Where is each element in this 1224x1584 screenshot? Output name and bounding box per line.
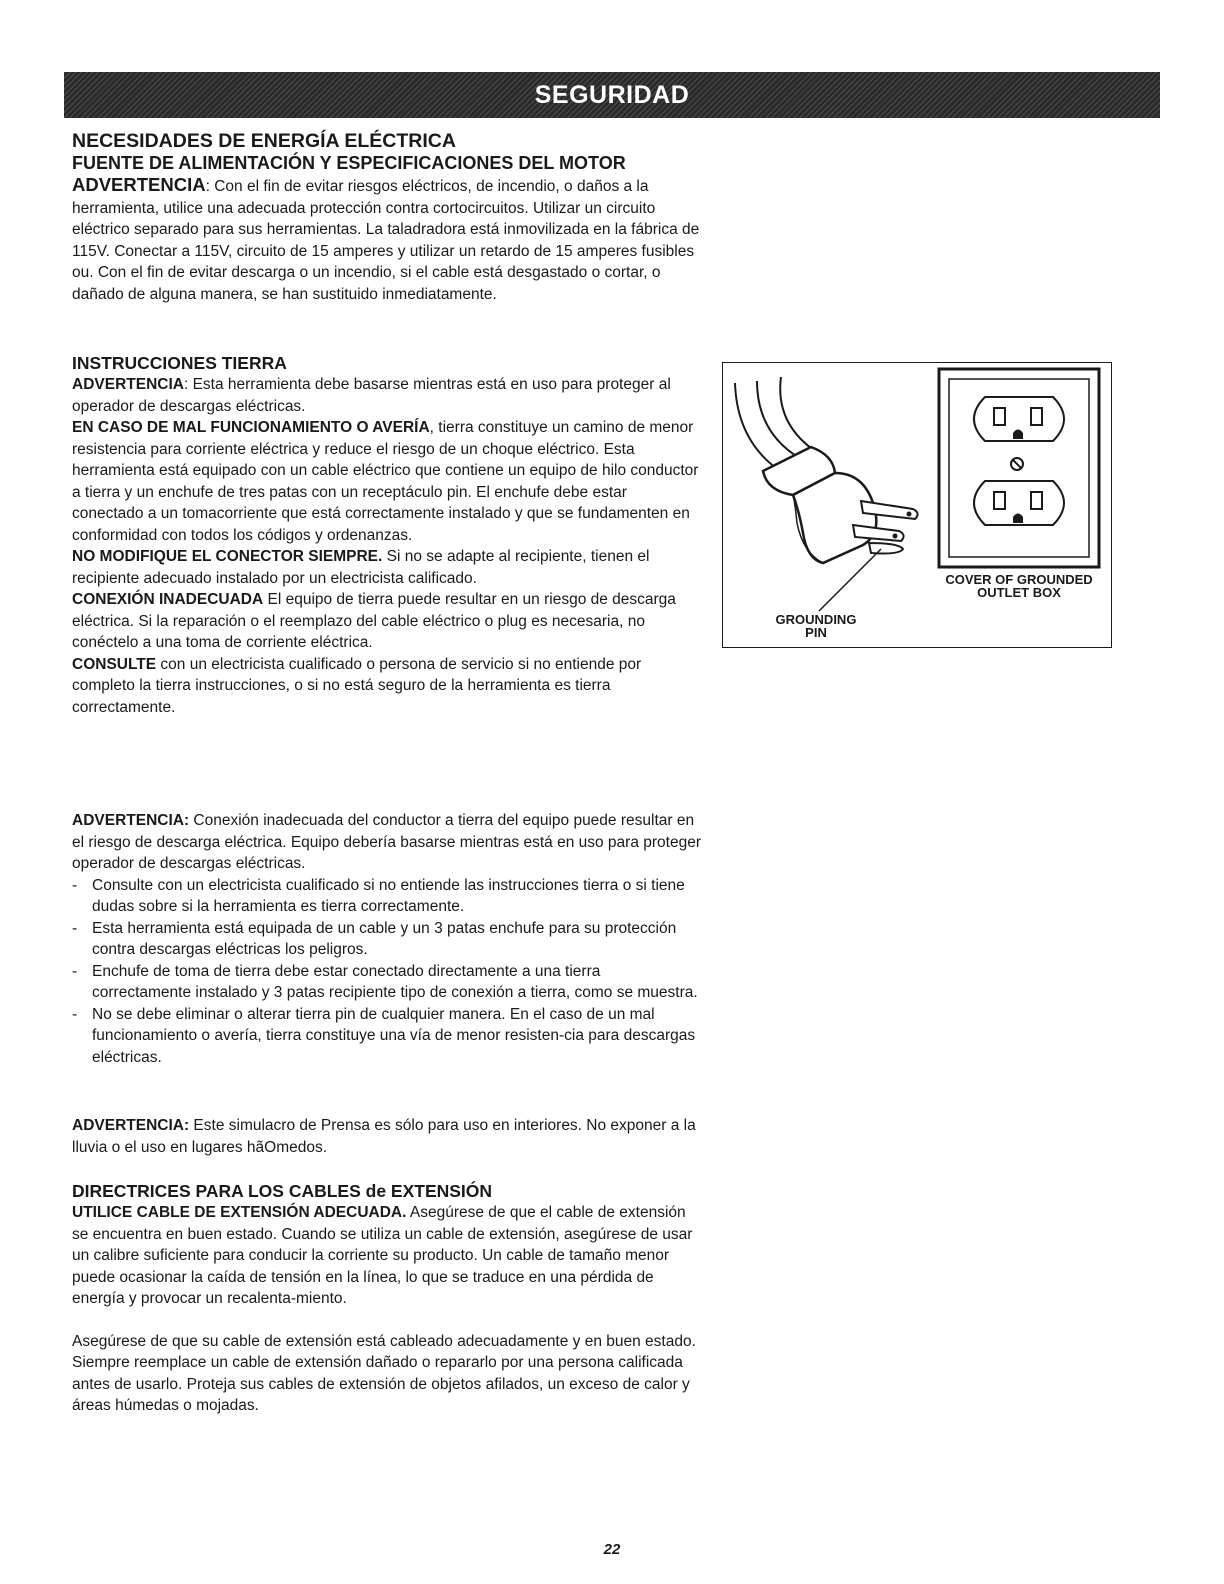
warning-text: Conexión inadecuada del conductor a tierra del equipo puede resultar en el riesgo de descarga eléctrica. Equipo debería basarse mientras está en uso para proteger operador de descargas eléctricas. bbox=[72, 812, 701, 872]
grounding-title: INSTRUCCIONES TIERRA bbox=[72, 353, 287, 373]
extension-cord-label: UTILICE CABLE DE EXTENSIÓN ADECUADA. bbox=[72, 1204, 407, 1221]
do-not-modify-label: NO MODIFIQUE EL CONECTOR SIEMPRE. bbox=[72, 548, 383, 565]
indoor-use-paragraph bbox=[72, 1115, 702, 1158]
warning-label: ADVERTENCIA bbox=[72, 174, 206, 195]
consult-text: con un electricista cualificado o persona de servicio si no entiende por completo la tierra instrucciones, o si no está seguro de la herramienta es tierra correctamente. bbox=[72, 655, 642, 716]
extension-cord-text: Asegúrese de que el cable de extensión se encuentra en buen estado. Cuando se utiliza un cable de extensión, asegúrese de usar un calibre suficiente para conducir la corriente su producto. Un cable de tamaño menor puede ocasionar la caída de tensión en la línea, lo que se traduce en una pérdida de energía y provocar un recalenta-miento. bbox=[72, 1204, 693, 1307]
malfunction-text: , tierra constituye un camino de menor resistencia para corriente eléctrica y reduce el riesgo de un choque eléctrico. Esta herramienta está equipado con un cable eléctrico que contiene un equipo de hilo conductor a tierra y un enchufe de tres patas con un receptáculo pin. El enchufe debe estar conectado a un tomacorriente que está correctamente instalado y que se fundamenten en conformidad con todos los códigos y ordenanzas. bbox=[72, 419, 699, 544]
improper-connection-paragraph bbox=[72, 589, 702, 654]
list-item: - Consulte con un electricista cualificado si no entiende las instrucciones tierra o si tiene dudas sobre si la herramienta es tierra correctamente. bbox=[72, 875, 702, 918]
outlet-box-label bbox=[931, 573, 1107, 599]
malfunction-paragraph bbox=[72, 417, 702, 546]
outlet-cover bbox=[939, 369, 1099, 567]
grounding-instructions-section bbox=[72, 352, 702, 718]
improper-grounding-warning-section bbox=[72, 810, 702, 1068]
section-banner bbox=[64, 72, 1160, 118]
grounding-pin-label bbox=[757, 613, 875, 639]
improper-connection-text: El equipo de tierra puede resultar en un riesgo de descarga eléctrica. Si la reparación o el reemplazo del cable eléctrico o plug es necesaria, no conéctelo a una toma de corriente eléctrica. bbox=[72, 591, 676, 651]
improper-connection-label: CONEXIÓN INADECUADA bbox=[72, 591, 264, 608]
extension-cord-paragraph-1 bbox=[72, 1202, 702, 1310]
outlet-box-label-line2: OUTLET BOX bbox=[977, 585, 1061, 600]
grounding-pin-label-line2: PIN bbox=[805, 625, 827, 640]
banner-title: SEGURIDAD bbox=[534, 80, 690, 109]
do-not-modify-paragraph bbox=[72, 546, 702, 589]
list-item: - Esta herramienta está equipada de un cable y un 3 patas enchufe para su protección contra descargas eléctricas los peligros. bbox=[72, 918, 702, 961]
consult-label: CONSULTE bbox=[72, 655, 157, 673]
list-item: - No se debe eliminar o alterar tierra pin de cualquier manera. En el caso de un mal funcionamiento o avería, tierra constituye una vía de menor resisten-cia para descargas eléctricas. bbox=[72, 1004, 702, 1069]
warning-text: Este simulacro de Prensa es sólo para uso en interiores. No exponer a la lluvia o el uso en lugares hãOmedos. bbox=[72, 1117, 696, 1156]
warning-text: : Con el fin de evitar riesgos eléctricos, de incendio, o daños a la herramienta, utilice una adecuada protección contra cortocircuitos. Utilizar un circuito eléctrico separado para sus herramientas. La taladradora está inmovilizada en la fábrica de 115V. Conectar a 115V, circuito de 15 amperes y utilizar un retardo de 15 amperes fusibles ou. Con el fin de evitar descarga o un incendio, si el cable está desgastado o cortar, o dañado de alguna manera, se han sustituido inmediatamente. bbox=[72, 178, 700, 303]
grounding-pin-label-line1: GROUNDING bbox=[775, 612, 857, 627]
indoor-use-warning-section bbox=[72, 1115, 702, 1158]
plug-and-outlet-drawing bbox=[723, 363, 1111, 647]
warning-label: ADVERTENCIA bbox=[72, 376, 184, 393]
power-warning-paragraph bbox=[72, 174, 702, 305]
list-item: - Enchufe de toma de tierra debe estar conectado directamente a una tierra correctamente instalado y 3 patas recipiente tipo de conexión a tierra, como se muestra. bbox=[72, 961, 702, 1004]
consult-paragraph bbox=[72, 654, 702, 719]
warning-text: : Esta herramienta debe basarse mientras está en uso para proteger al operador de descargas eléctricas. bbox=[72, 376, 671, 415]
do-not-modify-text: Si no se adapte al recipiente, tienen el recipiente adecuado instalado por un electricista calificado. bbox=[72, 548, 650, 587]
extension-cord-section bbox=[72, 1180, 702, 1417]
grounded-plug-illustration bbox=[722, 362, 1112, 648]
three-prong-plug bbox=[763, 447, 918, 563]
page-number: 22 bbox=[603, 1541, 621, 1558]
warning-label: ADVERTENCIA: bbox=[72, 812, 190, 829]
malfunction-label: EN CASO DE MAL FUNCIONAMIENTO O AVERÍA bbox=[72, 419, 430, 436]
outlet-box-label-line1: COVER OF GROUNDED bbox=[945, 572, 1093, 587]
extension-cord-paragraph-2: Asegúrese de que su cable de extensión está cableado adecuadamente y en buen estado. Siempre reemplace un cable de extensión dañado o repararlo por una persona calificada antes de usarlo. Proteja sus cables de extensión de objetos afilados, un exceso de calor y áreas húmedas o mojadas. bbox=[72, 1332, 696, 1414]
grounding-warning-paragraph bbox=[72, 374, 702, 417]
warning-label: ADVERTENCIA: bbox=[72, 1117, 190, 1134]
power-requirements-title: NECESIDADES DE ENERGÍA ELÉCTRICA bbox=[72, 130, 456, 152]
improper-grounding-paragraph bbox=[72, 810, 702, 875]
motor-specs-subtitle: FUENTE DE ALIMENTACIÓN Y ESPECIFICACIONES DEL MOTOR bbox=[72, 153, 626, 173]
grounding-bullet-list bbox=[72, 875, 702, 1069]
extension-cord-title: DIRECTRICES PARA LOS CABLES de EXTENSIÓN bbox=[72, 1181, 493, 1201]
power-requirements-section bbox=[72, 130, 702, 305]
